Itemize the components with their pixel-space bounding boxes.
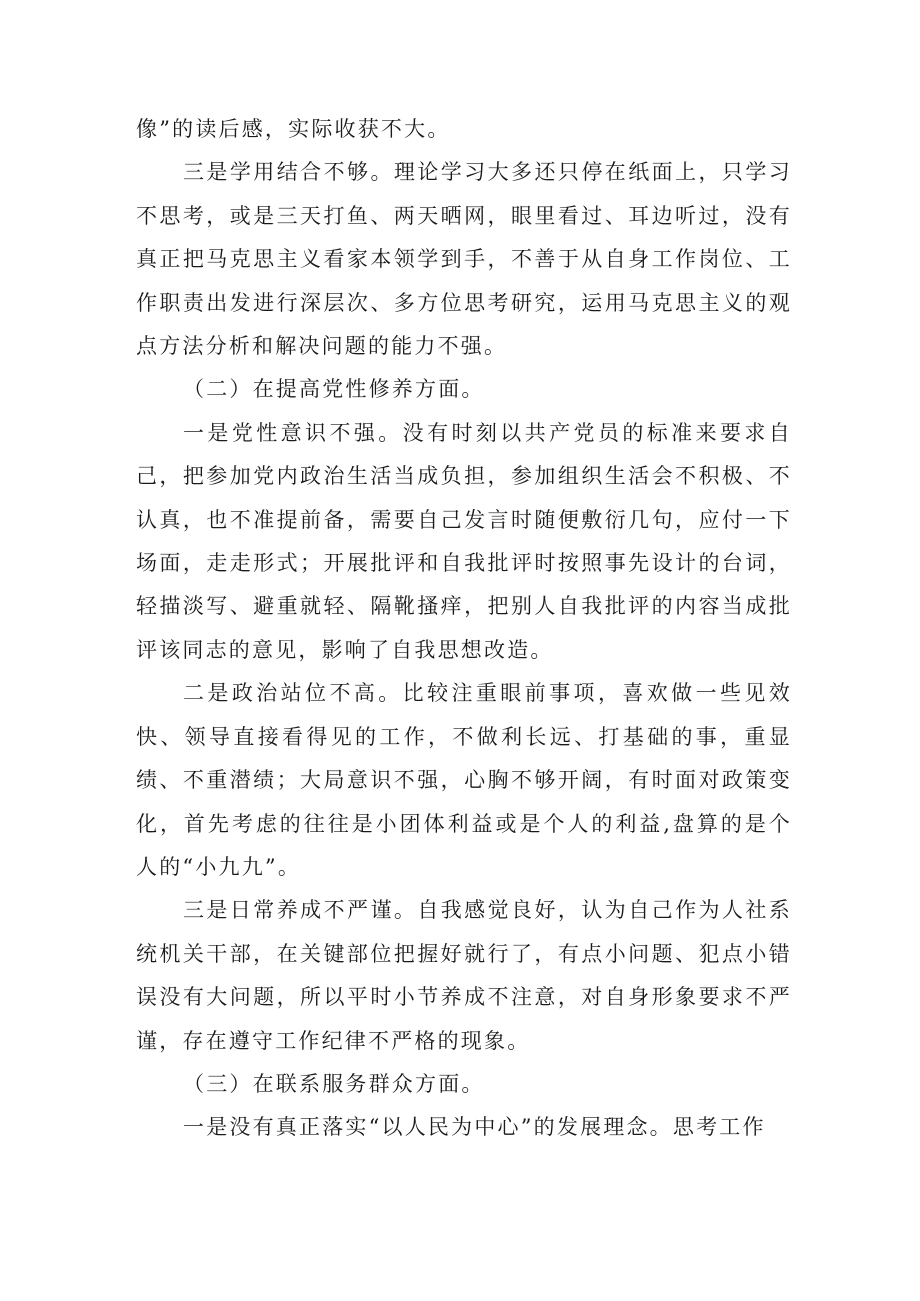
paragraph-people-centered: 一是没有真正落实“以人民为中心”的发展理念。思考工作 bbox=[183, 1115, 766, 1140]
paragraph-continuation: 像”的读后感，实际收获不大。 bbox=[136, 117, 451, 141]
paragraph-study-application: 三是学用结合不够。理论学习大多还只停在纸面上，只学习不思考，或是三天打鱼、两天晒网，眼里看过、耳边听过，没有真正把马克思主义看家本领学到手，不善于从自身工作岗位、工作职责出发进行深层次、多方位思考研究，运用马克思主义的观点方法分析和解决问题的能力不强。 bbox=[136, 160, 792, 359]
paragraph-daily-conduct: 三是日常养成不严谨。自我感觉良好，认为自己作为人社系统机关干部，在关键部位把握好就行了，有点小问题、犯点小错误没有大问题，所以平时小节养成不注意，对自身形象要求不严谨，存在遵守工作纪律不严格的现象。 bbox=[136, 898, 792, 1053]
paragraph-political-standing: 二是政治站位不高。比较注重眼前事项，喜欢做一些见效快、领导直接看得见的工作，不做利长远、打基础的事，重显绩、不重潜绩；大局意识不强，心胸不够开阔，有时面对政策变化，首先考虑的往往是小团体利益或是个人的利益,盘算的是个人的“小九九”。 bbox=[136, 681, 792, 879]
paragraph-party-awareness: 一是党性意识不强。没有时刻以共产党员的标准来要求自己，把参加党内政治生活当成负担，参加组织生活会不积极、不认真，也不准提前备，需要自己发言时随便敷衍几句，应付一下场面，走走形式；开展批评和自我批评时按照事先设计的台词，轻描淡写、避重就轻、隔靴搔痒，把别人自我批评的内容当成批评该同志的意见，影响了自我思想改造。 bbox=[136, 420, 792, 662]
document-body bbox=[136, 108, 792, 1150]
section-heading-serving-masses: （三）在联系服务群众方面。 bbox=[183, 1071, 485, 1096]
section-heading-party-spirit: （二）在提高党性修养方面。 bbox=[183, 377, 485, 402]
